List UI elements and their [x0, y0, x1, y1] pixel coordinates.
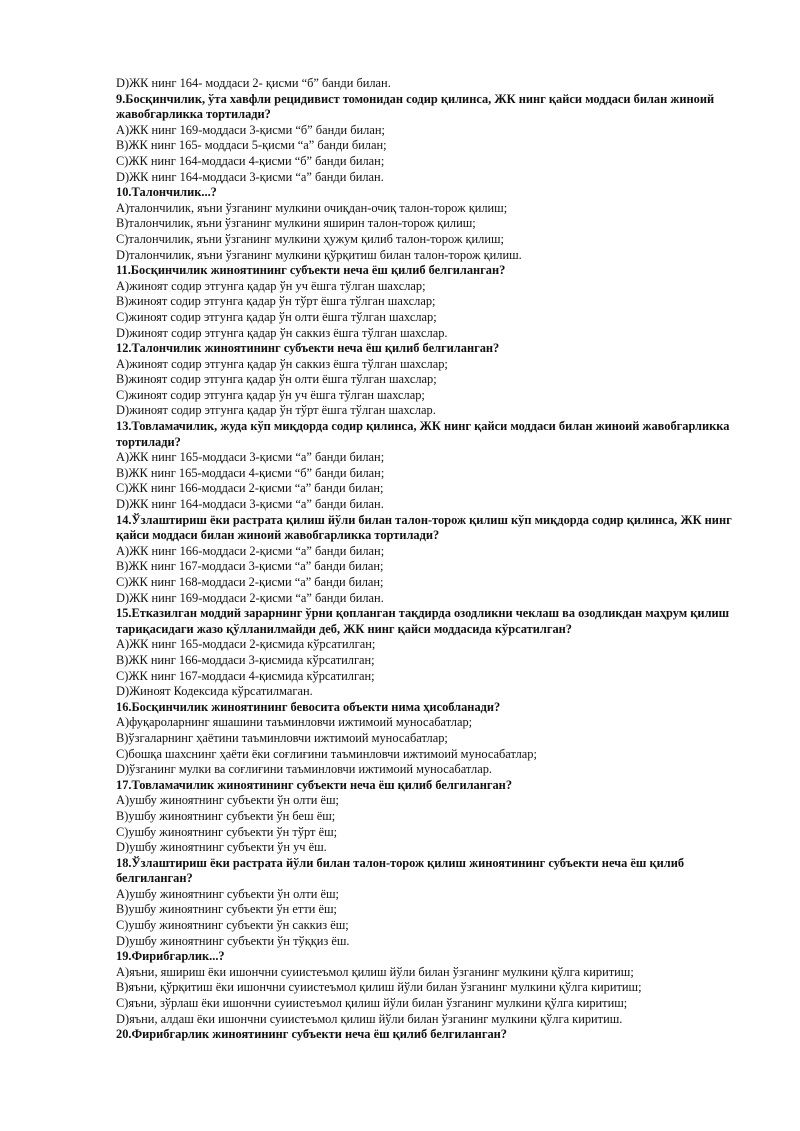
answer-option: C)ЖК нинг 166-моддаси 2-қисми “а” банди билан; [116, 481, 384, 496]
answer-option: D)яъни, алдаш ёки ишончни суиистеъмол қилиш йўли билан ўзганинг мулкини қўлга киритиш. [116, 1011, 623, 1026]
answer-option: D)ЖК нинг 164-моддаси 3-қисми “а” банди билан. [116, 169, 384, 184]
question-text: 13.Товламачилик, жуда кўп миқдорда содир қилинса, ЖК нинг қайси моддаси билан жиноий жавобгарликка тортилади? [116, 419, 730, 449]
answer-option: B)талончилик, яъни ўзганинг мулкини яширин талон-торож қилиш; [116, 216, 476, 231]
answer-option: C)ЖК нинг 167-моддаси 4-қисмида кўрсатилган; [116, 668, 375, 683]
answer-option: A)жиноят содир этгунга қадар ўн саккиз ёшга тўлган шахслар; [116, 356, 448, 371]
answer-option: C)ушбу жиноятнинг субъекти ўн саккиз ёш; [116, 918, 349, 933]
question-text: 16.Босқинчилик жиноятининг бевосита объекти нима ҳисобланади? [116, 699, 501, 714]
answer-option: A)фуқароларнинг яшашини таъминловчи ижтимоий муносабатлар; [116, 715, 473, 730]
answer-option: B)ЖК нинг 167-моддаси 3-қисми “а” банди билан; [116, 559, 384, 574]
answer-option: C)ЖК нинг 164-моддаси 4-қисми “б” банди билан; [116, 153, 385, 168]
answer-option: B)ўзгаларнинг ҳаётини таъминловчи ижтимоий муносабатлар; [116, 730, 448, 745]
answer-option: D)Жиноят Кодексида кўрсатилмаган. [116, 684, 313, 699]
question-text: 12.Талончилик жиноятининг субъекти неча ёш қилиб белгиланган? [116, 341, 500, 356]
answer-option: A)ЖК нинг 165-моддаси 2-қисмида кўрсатилган; [116, 637, 376, 652]
answer-option: B)ушбу жиноятнинг субъекти ўн етти ёш; [116, 902, 337, 917]
document-page [116, 76, 756, 1043]
answer-option: C)талончилик, яъни ўзганинг мулкини ҳужум қилиб талон-торож қилиш; [116, 231, 504, 246]
question-text: 15.Етказилган моддий зарарнинг ўрни қопланган тақдирда озодликни чеклаш ва озодликдан маҳрум қилиш тариқасидаги жазо қўлланилмайди деб, ЖК нинг қайси моддасида кўрсатилган? [116, 606, 730, 636]
answer-option: D)талончилик, яъни ўзганинг мулкини қўрқитиш билан талон-торож қилиш. [116, 247, 522, 262]
answer-option: D)ушбу жиноятнинг субъекти ўн уч ёш. [116, 840, 327, 855]
answer-option: C)жиноят содир этгунга қадар ўн олти ёшга тўлган шахслар; [116, 309, 437, 324]
question-text: 17.Товламачилик жиноятининг субъекти неча ёш қилиб белгиланган? [116, 777, 513, 792]
answer-option: B)ушбу жиноятнинг субъекти ўн беш ёш; [116, 808, 336, 823]
answer-option: B)яъни, қўрқитиш ёки ишончни суиистеъмол қилиш йўли билан ўзганинг мулкини қўлга киритиш; [116, 980, 642, 995]
answer-option: A)жиноят содир этгунга қадар ўн уч ёшга тўлган шахслар; [116, 278, 426, 293]
answer-option: C)жиноят содир этгунга қадар ўн уч ёшга тўлган шахслар; [116, 387, 425, 402]
answer-option: A)яъни, яшириш ёки ишончни суиистеъмол қилиш йўли билан ўзганинг мулкини қўлга киритиш; [116, 964, 634, 979]
question-text: 9.Босқинчилик, ўта хавфли рецидивист томонидан содир қилинса, ЖК нинг қайси моддаси билан жиноий жавобгарликка тортилади? [116, 91, 715, 122]
answer-option: C)бошқа шахснинг ҳаёти ёки соғлиғини таъминловчи ижтимоий муносабатлар; [116, 746, 537, 761]
answer-option: A)ЖК нинг 166-моддаси 2-қисми “а” банди билан; [116, 543, 385, 558]
question-text: 11.Босқинчилик жиноятининг субъекти неча ёш қилиб белгиланган? [116, 263, 506, 278]
answer-option: D)ЖК нинг 169-моддаси 2-қисми “а” банди билан. [116, 590, 384, 605]
answer-option: C)яъни, зўрлаш ёки ишончни суиистеъмол қилиш йўли билан ўзганинг мулкини қўлга киритиш; [116, 996, 628, 1011]
answer-option: D)ўзганинг мулки ва соғлиғини таъминловчи ижтимоий муносабатлар. [116, 762, 493, 777]
answer-option: D)жиноят содир этгунга қадар ўн саккиз ёшга тўлган шахслар. [116, 325, 448, 340]
answer-option: B)жиноят содир этгунга қадар ўн олти ёшга тўлган шахслар; [116, 372, 437, 387]
answer-option: B)ЖК нинг 165-моддаси 4-қисми “б” банди билан; [116, 465, 385, 480]
answer-option: C)ЖК нинг 168-моддаси 2-қисми “а” банди билан; [116, 575, 384, 589]
question-text: 18.Ўзлаштириш ёки растрата йўли билан талон-торож қилиш жиноятининг субъекти неча ёш қилиб белгиланган? [116, 855, 685, 886]
answer-option: A)ЖК нинг 169-моддаси 3-қисми “б” банди билан; [116, 122, 385, 137]
question-text: 10.Талончилик...? [116, 185, 217, 200]
answer-option: D)ЖК нинг 164- моддаси 2- қисми “б” банди билан. [116, 76, 391, 90]
answer-option: C)ушбу жиноятнинг субъекти ўн тўрт ёш; [116, 824, 338, 839]
answer-option: B)ЖК нинг 166-моддаси 3-қисмида кўрсатилган; [116, 652, 375, 667]
answer-option: B)жиноят содир этгунга қадар ўн тўрт ёшга тўлган шахслар; [116, 294, 436, 309]
answer-option: D)ушбу жиноятнинг субъекти ўн тўққиз ёш. [116, 933, 350, 948]
question-text: 20.Фирибгарлик жиноятининг субъекти неча ёш қилиб белгиланган? [116, 1027, 507, 1042]
answer-option: B)ЖК нинг 165- моддаси 5-қисми “а” банди билан; [116, 138, 387, 153]
question-text: 19.Фирибгарлик...? [116, 949, 225, 964]
question-text: 14.Ўзлаштириш ёки растрата қилиш йўли билан талон-торож қилиш кўп миқдорда содир қилинса, ЖК нинг қайси моддаси билан жиноий жавобгарликка тортилади? [116, 512, 732, 543]
answer-option: A)ушбу жиноятнинг субъекти ўн олти ёш; [116, 886, 339, 901]
answer-option: A)ЖК нинг 165-моддаси 3-қисми “а” банди билан; [116, 450, 385, 465]
answer-option: A)ушбу жиноятнинг субъекти ўн олти ёш; [116, 793, 339, 808]
answer-option: D)ЖК нинг 164-моддаси 3-қисми “а” банди билан. [116, 497, 384, 512]
answer-option: D)жиноят содир этгунга қадар ўн тўрт ёшга тўлган шахслар. [116, 403, 436, 418]
answer-option: A)талончилик, яъни ўзганинг мулкини очиқдан-очиқ талон-торож қилиш; [116, 200, 508, 215]
